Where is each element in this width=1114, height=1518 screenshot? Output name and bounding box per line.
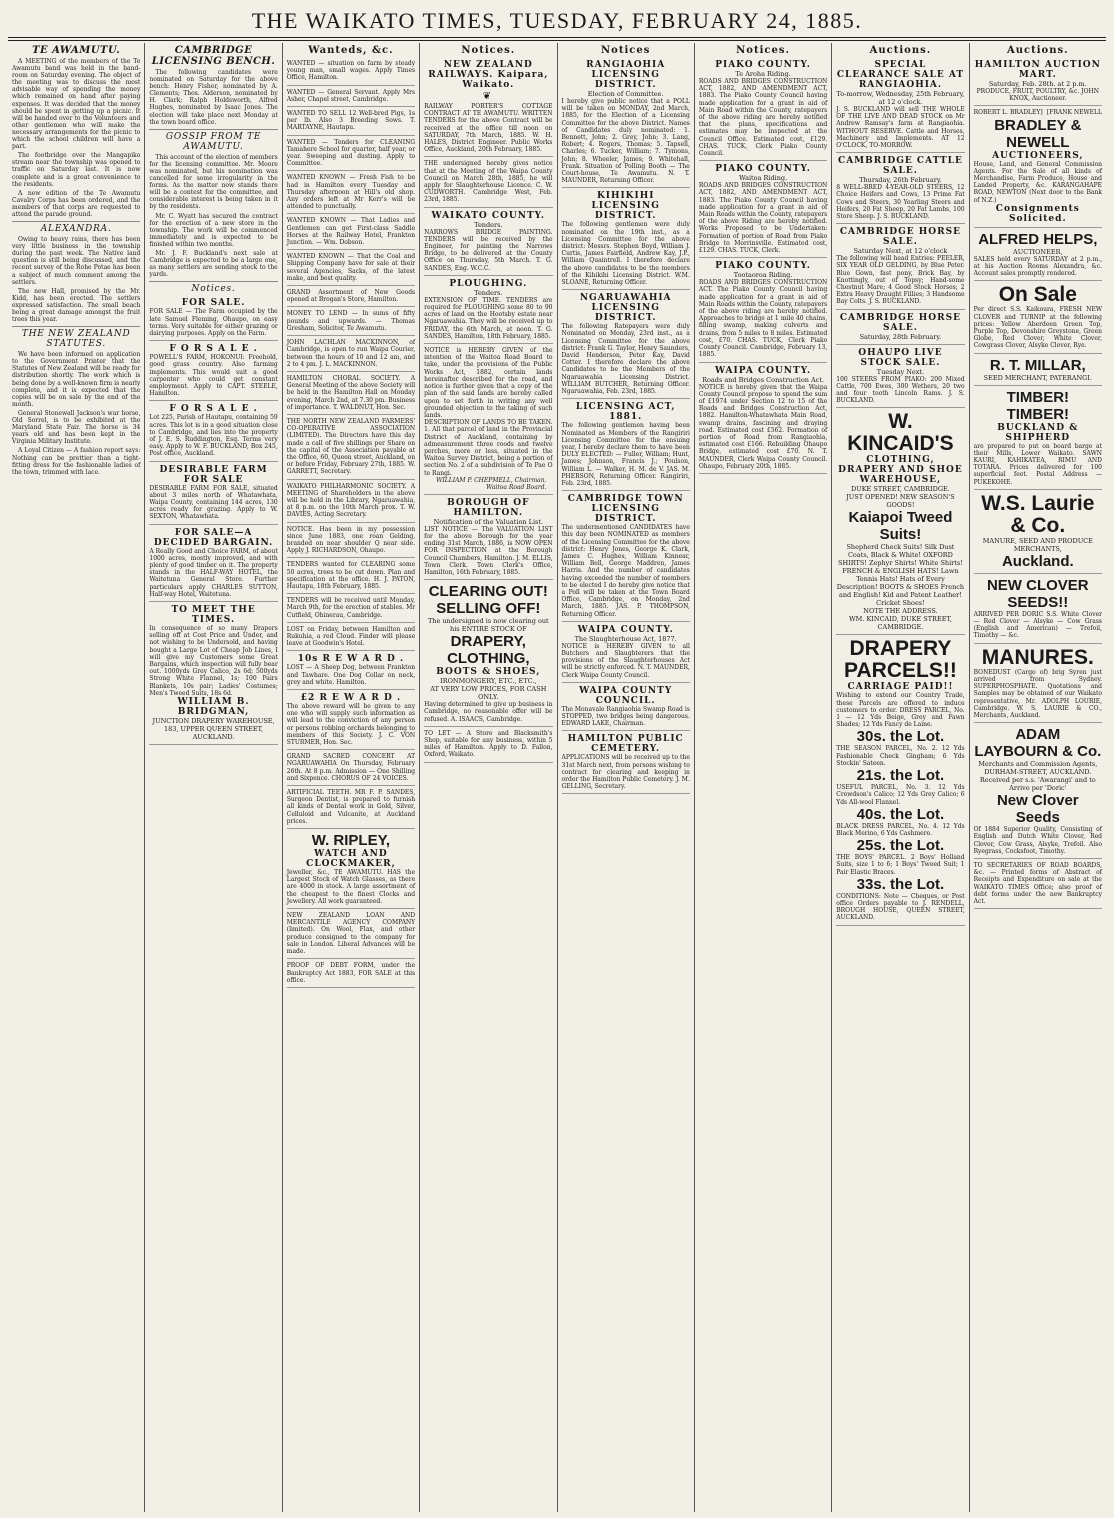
ad-body: PROOF OF DEBT FORM, under the Bankruptcy Act 1883, FOR SALE at this office. bbox=[286, 962, 416, 984]
ad-subtitle: AUCTIONEERS, bbox=[992, 150, 1084, 161]
advertisement bbox=[149, 296, 277, 341]
ad-title: F O R S A L E . bbox=[169, 344, 258, 355]
ad-body: The Monavale Rangiaohia Swamp Road is STOPPED, two bridges being dangerous. EDWARD LAKE, Chairman. bbox=[561, 705, 690, 728]
ad-body: ROADS AND BRIDGES CONSTRUCTION ACT. The Piako County Council having made application for a grant in aid of Main Roads within the County, ratepayers of the above riding are hereby notified. Approaches to bridge at 1 mile 40 chains, filling swamp, making culverts and drains, from 5 miles to 8 miles. Estimated cost, £70. CHAS. TUCK, Clerk Piako County Council. Cambridge, February 13, 1885. bbox=[698, 279, 828, 359]
article-paragraph: This account of the election of members for the licensing committee. Mr. Moore was nominated, but his nomination was cancelled for some irregularity in the forms. As the matter now stands there will be a contest for the committee, and considerable interest is being taken in it by the residents. bbox=[149, 153, 278, 211]
advertisement bbox=[149, 526, 277, 602]
cemetery-notice bbox=[562, 732, 690, 794]
wanted-ad bbox=[287, 108, 415, 136]
seed-sale-ad bbox=[974, 282, 1102, 353]
ad-line: Received per s.s. 'Awarangi' and to Arrive per 'Doric' bbox=[979, 776, 1096, 793]
ad-subtitle: SEED MERCHANT, PATERANGI. bbox=[983, 373, 1092, 382]
ad-body: Of 1884 Superior Quality, Consisting of English and Dutch White Clover, Red Clover, Cow Grass, Alsyke, Trefoil. Also Ryegrass, Cocksfoot, Timothy. bbox=[973, 826, 1102, 855]
ad-subtitle: JUNCTION DRAPERY WAREHOUSE, bbox=[152, 717, 275, 726]
railway-crest-icon: ❦ bbox=[482, 91, 494, 102]
ad-title: ADAM LAYBOURN & Co. bbox=[974, 726, 1102, 761]
ad-subtitle: The Slaughterhouse Act, 1877. bbox=[574, 634, 677, 643]
ad-body: THE SEASON PARCEL, No. 2. 12 Yds Fashionable Check Gingham; 6 Yds Stockin' Sateen. bbox=[836, 745, 965, 767]
parcel-price: 40s. the Lot. bbox=[856, 805, 945, 823]
ad-body: LOST on Friday, between Hamilton and Rukuhia, a red Cloud. Finder will please leave at Goodwin's Hotel. bbox=[286, 625, 416, 648]
ad-body: NOTICE is HEREBY GIVEN to all Butchers and Slaughterers that the provisions of the Slaughterhouses Act will be strictly enforced. N. T. MAUNDER, Clerk Waipa County Council. bbox=[561, 642, 690, 679]
secretaries-notice bbox=[974, 860, 1102, 909]
proof-of-debt-ad bbox=[287, 960, 415, 988]
column-heading: Notices. bbox=[736, 45, 790, 56]
ad-subtitle: Thursday, 26th February. bbox=[859, 176, 942, 185]
column-heading: TE AWAMUTU. bbox=[32, 45, 121, 56]
ad-title: CAMBRIDGE HORSE SALE. bbox=[839, 227, 961, 248]
ad-subtitle: Tenders. bbox=[474, 288, 503, 297]
wanted-ad bbox=[287, 251, 415, 286]
ad-body: THE NORTH NEW ZEALAND FARMERS' CO-OPERATIVE ASSOCIATION (LIMITED). The Directors have this day made a call of five shillings per Share on the capital of the Association payable at the Office, 60, Queen street, Auckland, on or before Friday, February 27th, 1885. W. GARRETT, Secretary. bbox=[286, 417, 416, 476]
ad-body: MONEY TO LEND — In sums of fifty pounds and upwards. — Thomas Gresham, Solicitor, Te Awamutu. bbox=[286, 310, 416, 332]
column-heading: Notices. bbox=[461, 45, 516, 56]
advertisement bbox=[149, 402, 277, 461]
wanted-ad bbox=[287, 481, 415, 523]
wanted-ad bbox=[287, 308, 415, 336]
column-2 bbox=[145, 43, 282, 1512]
ad-body: WAIKATO PHILHARMONIC SOCIETY. A MEETING of Shareholders in the above will be held in the Library, Ngaruawahia, at 8 p.m. on the 10th March prox. T. W. DAVIES, Acting Secretary. bbox=[286, 482, 416, 519]
ad-body: POWELL'S FARM, HOKONUI: Freehold, good grass country. Also farming implements. This would suit a good carpenter who could get constant employment. Apply to CAPT. STEELE, Hamilton. bbox=[149, 354, 278, 398]
ad-subtitle: Waitoa Riding. bbox=[738, 174, 788, 183]
advertisement bbox=[149, 463, 277, 525]
ad-subtitle: CLOTHING, DRAPERY AND SHOE WAREHOUSE, bbox=[838, 455, 963, 486]
columns bbox=[8, 43, 1106, 1512]
ad-announcement: JUST OPENED! NEW SEASON'S GOODS! bbox=[846, 493, 955, 510]
ad-title: TO MEET THE TIMES. bbox=[171, 605, 256, 626]
ad-body: The following will head Entries: PEELER, SIX YEAR OLD GELDING, by Blue Peter. Blue Gown, fast pony, Brick Bay, by Knottingly, out of Topsy; Hand-some Chestnut Mare; 4 Good Stock Horses; 2 Extra Heavy Draught Fillies; 3 Handsome Bay Colts. J. S. BUCKLAND. bbox=[836, 255, 965, 306]
ad-body: The following gentlemen were duly nominated on the 19th inst., as a Licensing Committee for the above district: Messrs. Stephen Boyd, William J. Curtis, James Fairfield, Andrew Kay, J.P., William Quaintrell. I therefore declare the above candidates to be the members of the Kihikihi Licensing District. W.M. SLOANE, Returning Officer. bbox=[561, 221, 690, 287]
column-heading: Notices bbox=[601, 45, 651, 56]
reward-ad bbox=[287, 652, 415, 690]
ad-title: PIAKO COUNTY. bbox=[715, 164, 811, 175]
ad-subtitle: Notification of the Valuation List. bbox=[433, 517, 544, 526]
article-paragraph: The following candidates were nominated on Saturday for the above bench: Henry Fisher, nominated by A. Clements; Thos. Alderson, nominated by H. Clark; Ralph Holdsworth, Alfred Hughes, nominated by Isaac Jones. The election will take place next Monday at the town board office. bbox=[149, 69, 278, 126]
ad-body: USEFUL PARCEL, No. 3. 12 Yds Crewdson's Calico; 12 Yds Grey Calico; 6 Yds All-wool Flannel. bbox=[836, 784, 965, 806]
ad-subtitle: Merchants and Commission Agents, DURHAM-STREET, AUCKLAND. bbox=[978, 760, 1098, 777]
ad-body: WANTED — situation on farm by steady young man, small wages. Apply Times Office, Hamilton. bbox=[286, 60, 416, 82]
ad-body: TO SECRETARIES OF ROAD BOARDS, &c. — Printed forms of Abstract of Receipts and Expenditure on sale at the WAIKATO TIMES Office; also proof of debt forms under the new Bankruptcy Act. bbox=[973, 861, 1102, 905]
ad-body: THE BOYS' PARCEL. 2 Boys' Holland Suits, size 1 to 6; 1 Boys' Tweed Suit; 1 Pair Elastic Braces. bbox=[836, 854, 965, 876]
wanted-ad bbox=[287, 215, 415, 250]
drapery-parcels-ad bbox=[836, 636, 964, 925]
ad-body: HAMILTON CHORAL SOCIETY. A General Meeting of the above Society will be held in the Hamilton Hall on Monday evening, March 2nd, at 7.30 pm. Business of importance. T. WALDNUT, Hon. Sec. bbox=[286, 374, 416, 411]
ad-body: TO LET — A Store and Blacksmith's Shop, suitable for any business, within 5 miles of Hamilton. Apply to D. Fallon, Oxford, Waikato. bbox=[424, 729, 553, 759]
column-heading: Wanteds, &c. bbox=[308, 45, 394, 56]
ad-body: J. S. BUCKLAND will sell THE WHOLE OF THE LIVE AND DEAD STOCK on Mr Andrew Ramsay's farm at Rangiaohia. WITHOUT RESERVE. Cattle and Horses, Machinery and Implements. AT 12 O'CLOCK, TO-MORROW. bbox=[836, 106, 965, 150]
ad-title: FOR SALE—A DECIDED BARGAIN. bbox=[153, 527, 274, 548]
ad-body: APPLICATIONS will be received up to the 31st March next, from persons wishing to contract for clearing and keeping in order the Hamilton Public Cemetery. J. M. GELLING, Secretary. bbox=[561, 754, 690, 791]
reward-ad bbox=[287, 691, 415, 750]
article-paragraph: Mr. J. F. Buckland's next sale at Cambridge is expected to be a large one, as many settlers are sending stock to the yards. bbox=[149, 249, 278, 279]
ad-body: The undersigned is now clearing out his ENTIRE STOCK OF bbox=[427, 617, 549, 634]
section-heading: GOSSIP FROM TE AWAMUTU. bbox=[149, 129, 277, 152]
ad-signature: WILLIAM P. CHEPMELL, Chairman. Waitoa Road Board. bbox=[436, 476, 547, 491]
ad-address: DUKE STREET, CAMBRIDGE. bbox=[851, 485, 950, 494]
licensing-notice bbox=[562, 291, 690, 399]
ad-body: The following gentlemen having been Nominated as Members of the Rangiriri Licensing Committee for the ensuing year, I hereby declare them to have been DULY ELECTED: — Fuller, William; Hunt, James; Johnson, Francis J.; Poulson, William L. — Walker, H. M. de V. JAS. M. PHERSON, Returning Officer. Rangiriri, Feb. 23rd, 1885. bbox=[561, 422, 690, 487]
ad-title: F O R S A L E . bbox=[169, 404, 258, 415]
manures-ad bbox=[974, 645, 1102, 723]
ad-body: Jeweller, &c., TE AWAMUTU. HAS the Largest Stock of Watch Glasses, as there are 4000 in stock. A large assortment of the cheapest to the finest Clocks and Jewellery. All work guaranteed. bbox=[286, 869, 416, 905]
ad-title: WAIPA COUNTY COUNCIL. bbox=[579, 685, 673, 706]
advertisement bbox=[149, 603, 277, 745]
ad-body: DESCRIPTION OF LANDS TO BE TAKEN. 1. All that parcel of land in the Provincial District of Auckland, containing by admeasurement three roods and twelve perches, more or less, situated in the Waitoa Survey District, being a portion of section No. 2 of a subdivision of Te Pae O te Rangi. bbox=[424, 419, 553, 477]
partner-right: [FRANK NEWELL bbox=[1046, 109, 1102, 117]
laurie-ad bbox=[974, 491, 1102, 574]
article-paragraph: A MEETING of the members of the Te Awamutu band was held in the band-room on Saturday evening. The object of the meeting was to discuss the most advisable way of spending the money which remained on hand after paying expenses. It was decided that the money should be spent in getting up a picnic. It will be handed over to the Volunteers and other gentlemen who will make the necessary arrangements for the picnic to which the school children will have a part. bbox=[12, 58, 141, 151]
ad-title: RANGIAOHIA LICENSING DISTRICT. bbox=[586, 60, 666, 90]
ad-body: 8 WELL-BRED 4-YEAR-OLD STEERS, 12 Choice Heifers and Cows, 13 Prime Fat Cows and Steers, 30 Yearling Steers and Heifers, 20 Fat Sheep, 20 Fat Lambs, 100 Store Sheep. J. S. BUCKLAND. bbox=[836, 184, 965, 221]
ad-body: House, Land, and General Commission Agents. For the Sale of all kinds of Merchandise, Farm Produce, House and Landed Property, &c. KARANGAHAPE ROAD, NEWTON (Next door to the Bank of N.Z.) bbox=[973, 160, 1102, 204]
ad-title-2: SELLING OFF! bbox=[436, 600, 541, 618]
column-1 bbox=[8, 43, 145, 1512]
wanted-ad bbox=[287, 524, 415, 559]
ad-body: LIST NOTICE — The VALUATION LIST for the above Borough for the year ending 31st March, 1886, is NOW OPEN FOR INSPECTION at the Borough Council Chambers, Hamilton. J. M. ELLIS, Town Clerk. Town Clerk's Office, Hamilton, 16th February, 1885. bbox=[424, 525, 553, 576]
millar-ad bbox=[974, 355, 1102, 386]
ad-body: JOHN LACHLAN MACKINNON, of Cambridge, is open to run Waipa Courier, between the hours of 10 and 12 am, and 2 to 4 pm. J. L. MACKINNON. bbox=[286, 339, 416, 368]
railway-notice bbox=[424, 58, 552, 157]
column-4 bbox=[420, 43, 557, 1512]
ad-title: DRAPERY PARCELS!! bbox=[844, 637, 957, 683]
article-paragraph: We have been informed on application to the Government Printer that the Statutes of New Zealand will be ready for distribution shortly. The work which is being done by a well-known firm is nearly complete, and it is expected that the copies will be on sale by the end of the month. bbox=[12, 351, 141, 408]
section-heading: ALEXANDRA. bbox=[12, 221, 140, 234]
ad-body: In consequence of so many Drapers selling off at Cost Price and Under, and not wishing to be Undersold, and having bought a Large Lot of Cheap Job Lines, I will give my Customers some Great Bargains, which inspection will fully bear out. 1000yds Grey Calico, 2s 6d; 500yds Strong White Flannel, 1s; 100 Pairs Blankets, 10s pair; Ladies' Costumes; Men's Tweed Suits, 18s 6d. bbox=[149, 625, 278, 697]
alfred-helps-ad bbox=[974, 229, 1102, 282]
ad-subtitle: WATCH AND CLOCKMAKER, bbox=[306, 849, 396, 870]
column-8 bbox=[970, 43, 1106, 1512]
ad-subtitle: Te Aroha Riding. bbox=[735, 70, 791, 78]
ad-subtitle: To-morrow, Wednesday, 25th February, at 12 o'clock. bbox=[836, 90, 965, 106]
ad-title: CLEARING OUT! bbox=[428, 583, 548, 601]
county-notice bbox=[562, 684, 690, 732]
wanted-ad bbox=[287, 137, 415, 172]
article-paragraph: A Loyal Citizen — A fashion report says: Nothing can be prettier than a tight-fitting dress for the fashionable ladies of the town, trimmed with lace. bbox=[12, 447, 141, 476]
valuation-notice bbox=[424, 496, 552, 580]
column-5 bbox=[558, 43, 695, 1512]
ad-body: LOST — A Sheep Dog, between Frankton and Tawhare. One Dog Collar on neck, grey and white. Hamilton. bbox=[286, 664, 416, 686]
wanted-ad bbox=[287, 58, 415, 86]
ad-title: BOROUGH OF HAMILTON. bbox=[447, 497, 530, 518]
licensing-notice bbox=[562, 400, 690, 491]
ad-title: FOR SALE. bbox=[181, 298, 246, 309]
ad-subtitle-3: AT VERY LOW PRICES, FOR CASH ONLY. bbox=[430, 685, 547, 702]
ad-body: SALES held every SATURDAY at 2 p.m., at his Auction Rooms Alexandra, &c. Account sales promptly rendered. bbox=[973, 255, 1102, 278]
slaughterhouse-notice bbox=[424, 158, 552, 207]
county-notice bbox=[699, 364, 827, 474]
ad-title: R. T. MILLAR, bbox=[989, 356, 1086, 374]
wanted-ad bbox=[287, 172, 415, 214]
ad-signature: WM. KINCAID, DUKE STREET, CAMBRIDGE. bbox=[848, 615, 952, 632]
wanted-ad bbox=[287, 87, 415, 107]
ad-body: TENDERS will be received until Monday, March 9th, for the erection of stables. Mr Cutfield, Ohinerau, Cambridge. bbox=[286, 597, 416, 619]
ad-subtitle-2: IRONMONGERY, ETC., ETC., bbox=[440, 677, 537, 686]
clover-seeds-ad bbox=[974, 575, 1102, 644]
loan-agency-ad bbox=[287, 910, 415, 959]
article-paragraph: Owing to heavy rains, there has been very little business in the township during the past week. The Native land question is still being discussed, and the recent survey of the Rohe Potae has been a subject of much comment among the settlers. bbox=[12, 236, 141, 286]
ad-body: BLACK DRESS PARCEL, No. 4. 12 Yds Black Merino, 6 Yds Cashmere. bbox=[836, 822, 965, 837]
ad-subtitle: Election of Committee. bbox=[587, 90, 664, 98]
ad-body: PRODUCE, FRUIT, POULTRY, &c. JOHN KNOX, Auctioneer. bbox=[976, 88, 1099, 103]
advertisement bbox=[149, 342, 277, 401]
ad-body: NARROWS BRIDGE PAINTING. TENDERS will be received by the Engineer, for painting the Narrows Bridge, to be delivered at the County Office on Thursday, 5th March. T. G. SANDES, Eng. W.C.C. bbox=[424, 228, 553, 272]
ad-subtitle: Tuesday Next. bbox=[876, 367, 925, 376]
ad-subtitle: Tootaoroa Riding. bbox=[733, 271, 793, 280]
county-notice bbox=[699, 259, 827, 362]
ad-title: SPECIAL CLEARANCE SALE AT RANGIAOHIA. bbox=[836, 60, 965, 90]
ad-title: £2 R E W A R D . bbox=[300, 693, 402, 704]
ad-note: NOTE THE ADDRESS. bbox=[863, 607, 938, 616]
ad-title: PIAKO COUNTY. bbox=[715, 60, 811, 70]
article-paragraph: Mr. C. Wyatt has secured the contract for the erection of a new store in the township. The work will be commenced immediately and is expected to be finished within two months. bbox=[149, 212, 278, 248]
wanted-ad bbox=[287, 559, 415, 594]
ad-title: WAIPA COUNTY. bbox=[714, 365, 812, 376]
ad-subtitle: Saturday, Feb. 28th. at 2 p.m. bbox=[988, 80, 1087, 88]
parcel-price: 33s. the Lot. bbox=[856, 875, 945, 893]
masthead: THE WAIKATO TIMES, TUESDAY, FEBRUARY 24, 1885. bbox=[251, 8, 863, 33]
ad-body: I hereby give public notice that a POLL will be taken on MONDAY, 2nd March, 1885, for the Election of a Licensing Committee for the above District. Names of Candidates duly nominated: 1. Bennett, John; 2. Grey, John; 3. Lang, Robert; 4. Rogers, Thomas; 5. Tapsell, Charles; 6. Tucker, William; 7. Tymons, John; 8. Wheeler, James; 9. Whitehall, Frank. Situation of Polling Booth — The Court-house, Te Awamutu. N. T. MAUNDER, Returning Officer. bbox=[561, 98, 690, 185]
ad-title: W. KINCAID'S bbox=[847, 410, 954, 456]
ad-body: The following Ratepayers were duly Nominated on Monday, 23rd inst., as a Licensing Committee for the above district: Frank G. Taylor, Henry Saunders, David Henderson, Peter Kay, David Cotter. I therefore declare the above Candidates to be the Members of the Ngaruawahia Licensing District. WILLIAM BUTCHER, Returning Officer. Ngaruawahia, Feb. 23rd, 1885. bbox=[561, 323, 690, 396]
ad-highlight: DRAPERY, CLOTHING, bbox=[447, 633, 530, 668]
ad-body: The above reward will be given to any one who will supply such information as will lead to the conviction of any person or persons robbing orchards belonging to members of this Society. J. C. VON STURMER, Hon. Sec. bbox=[286, 703, 416, 747]
wanted-ad bbox=[287, 416, 415, 480]
ad-title: 10s R E W A R D . bbox=[297, 654, 405, 665]
section-heading: THE NEW ZEALAND STATUTES. bbox=[12, 326, 140, 349]
clearing-sale-ad bbox=[424, 581, 552, 727]
wanted-ad bbox=[287, 373, 415, 415]
column-3 bbox=[283, 43, 420, 1512]
parcel-price: 30s. the Lot. bbox=[856, 728, 945, 746]
ad-title: BRADLEY & NEWELL bbox=[994, 116, 1082, 151]
ad-subtitle: Roads and Bridges Construction Act. bbox=[702, 375, 825, 384]
ad-subtitle: Saturday Next, at 12 o'clock bbox=[853, 247, 948, 256]
column-heading: CAMBRIDGE LICENSING BENCH. bbox=[151, 45, 276, 67]
auction-ad bbox=[836, 225, 964, 309]
ad-body: Per direct S.S. Kaikoura, FRESH NEW CLOVER and TURNIP at the following prices: Yellow Aberdeen Green Top, Purple Top, Devonshire Greystone, Green Globe, Red Clover, White Clover, Cowgrass Clover, Alsyke Clover, Rye. bbox=[973, 306, 1102, 350]
ad-highlight: Kaiapoi Tweed Suits! bbox=[848, 509, 953, 544]
ad-body: are prepared to put on board barge at their Mills, Lower Waikato. SAWN KAURI, KAHIKATEA, RIMU AND TOTARA. Prices delivered for 100 superficial feet. Postal Address — PUKEKOHE. bbox=[973, 442, 1102, 486]
ad-title: KIHIKIHI LICENSING DISTRICT. bbox=[591, 191, 660, 222]
ad-highlight: New Clover Seeds bbox=[996, 792, 1079, 827]
dentist-ad bbox=[287, 787, 415, 829]
ad-body: DESIRABLE FARM FOR SALE, situated about 3 miles north of Whatawhata, Waipa County, containing 144 acres, 130 acres ready for grazing. Apply to W. SEXTON, Whatawhata. bbox=[149, 484, 278, 521]
ad-title: CAMBRIDGE CATTLE SALE. bbox=[838, 156, 963, 177]
ad-title: WAIPA COUNTY. bbox=[577, 624, 674, 635]
column-heading: Auctions. bbox=[869, 45, 932, 56]
article-paragraph: The new Hall, promised by the Mr. Kidd, has been erected. The settlers expressed satisfaction. The small beach being a great damage amongst the fruit trees this year. bbox=[12, 287, 141, 324]
ad-title: ALFRED HELPS, bbox=[978, 230, 1098, 248]
ad-title: CAMBRIDGE TOWN LICENSING DISTRICT. bbox=[567, 494, 684, 525]
masthead-rule bbox=[8, 37, 1106, 38]
county-notice bbox=[562, 623, 690, 683]
ad-title: HAMILTON PUBLIC CEMETERY. bbox=[567, 734, 684, 755]
ad-body: BONEDUST (Cargo of) brig Syren just arrived from Sydney. SUPERPHOSPHATE. Quotations and Samples may be obtained of our Waikato representative, Mr. ADOLPH LOURIE, Cambridge. W. S. LAURIE & CO., Merchants, Auckland. bbox=[973, 668, 1102, 719]
ad-title: HAMILTON AUCTION MART. bbox=[974, 60, 1101, 80]
ad-subtitle: CARRIAGE PAID!! bbox=[847, 682, 954, 693]
licensing-notice bbox=[562, 58, 690, 188]
laybourn-ad bbox=[974, 724, 1102, 859]
ploughing-tender bbox=[424, 277, 552, 344]
ad-body: A Really Good and Choice FARM, of about 1000 acres, mostly improved, and with plenty of good timber on it. The property stands in the HALF-WAY HOTEL, the Waitetuna General Store. Further particulars apply CHARLES SUTTON, Half-way Hotel, Waitetuna. bbox=[149, 547, 278, 598]
ad-subtitle: AUCTIONEER, bbox=[1013, 247, 1063, 256]
auction-mart-ad bbox=[974, 58, 1102, 106]
ad-title: W.S. Laurie & Co. bbox=[981, 491, 1095, 537]
parcel-price: 25s. the Lot. bbox=[856, 837, 945, 855]
column-7 bbox=[832, 43, 969, 1512]
county-tender bbox=[424, 209, 552, 276]
column-heading: Auctions. bbox=[1007, 45, 1069, 56]
ad-body: Having determined to give up business in Cambridge, no reasonable offer will be refused. A. ISAACS, Cambridge. bbox=[424, 701, 553, 723]
licensing-notice bbox=[562, 189, 690, 290]
ad-body: ROADS AND BRIDGES CONSTRUCTION ACT, 1882, AND AMENDMENT ACT, 1883. The Piako County Council having made application for a grant in aid of Main Roads within the County, ratepayers of the above Riding are hereby notified. Works Proposed to be Undertaken: Formation of portion of Road from Piako Bridge to Morrinsville. Estimated cost, £129. CHAS. TUCK, Clerk. bbox=[698, 182, 828, 255]
ad-title: WAIKATO COUNTY. bbox=[431, 210, 546, 221]
ad-title: On Sale bbox=[998, 283, 1077, 307]
ad-body: WANTED — Tenders for CLEANING Tamahere School for quarter, half year, or year. Sweeping and dusting. Apply to Committee. bbox=[286, 138, 416, 168]
road-board-notice bbox=[424, 345, 552, 495]
ad-body: WANTED KNOWN — That Ladies and Gentlemen can get First-class Saddle Horses at the Railway Hotel, Frankton Junction. — Wm. Dobson. bbox=[286, 217, 416, 247]
ad-subtitle: MANURE, SEED AND PRODUCE MERCHANTS, bbox=[982, 536, 1093, 553]
licensing-notice bbox=[562, 492, 690, 622]
ad-body: NOTICE is HEREBY GIVEN of the intention of the Waitoa Road Board to take, under the provisions of the Public Works Act, 1882, certain lands hereinafter described for the road, and notice is further given that a copy of the plan of the said lands are hereby called upon to set forth in writing any well grounded objection to the taking of such lands. bbox=[424, 347, 553, 419]
section-heading: Notices. bbox=[149, 281, 277, 294]
concert-ad bbox=[287, 751, 415, 786]
partner-left: ROBERT L. BRADLEY] bbox=[973, 109, 1043, 117]
masthead-rule-2 bbox=[8, 40, 1106, 41]
ad-conditions: CONDITIONS: Note — Cheques, or Post office Orders payable to J. RENDELL, BROUGH HOUSE, QUEEN STREET, AUCKLAND. bbox=[836, 892, 965, 922]
ad-body: THE undersigned hereby gives notice that at the Meeting of the Waipa County Council on March 28th, 1885, he will apply for Slaughterhouse Licence. C. W. CUDWORTH. Cambridge West, Feb. 23rd, 1885. bbox=[424, 160, 553, 204]
county-notice bbox=[699, 58, 827, 161]
ad-subtitle: BOOTS & SHOES, bbox=[436, 667, 541, 678]
parcel-price: 21s. the Lot. bbox=[856, 767, 945, 785]
to-let-ad bbox=[424, 728, 552, 763]
auction-ad bbox=[836, 58, 964, 153]
auction-ad bbox=[836, 346, 964, 409]
county-notice bbox=[699, 162, 827, 258]
ad-title: W. RIPLEY, bbox=[311, 832, 391, 850]
article-paragraph: General Stonewall Jackson's war horse, Old Sorrel, is to be exhibited at the Maryland State Fair. The horse is 34 years old and has been kept in the Virginia Military Institute. bbox=[12, 409, 141, 446]
ad-title: NEW ZEALAND RAILWAYS. Kaipara, Waikato. bbox=[428, 60, 549, 90]
ad-title: CAMBRIDGE HORSE SALE. bbox=[839, 312, 961, 333]
ad-body: ROADS AND BRIDGES CONSTRUCTION ACT, 1882, AND AMENDMENT ACT, 1883. The Piako County Council having made application for a grant in aid of Main Road within the County, ratepayers of the above riding are hereby notified that the plans, specifications and estimates may be inspected at the Council Office. Estimated cost, £129. CHAS. TUCK, Clerk Piako County Council. bbox=[698, 78, 828, 158]
auction-ad bbox=[836, 311, 964, 345]
ad-subtitle: Tenders. bbox=[474, 220, 503, 229]
ad-title: DESIRABLE FARM FOR SALE bbox=[159, 464, 268, 485]
ad-body: EXTENSION OF TIME. TENDERS are required for PLOUGHING some 80 to 90 acres of land on the Hootsby estate near Ngaruawahia. They will be received up to FRIDAY, the 6th March, at noon. T. G. SANDES, Hamilton, 18th February, 1885. bbox=[424, 296, 553, 340]
ad-body: ARRIVED PER DORIC S.S. White Clover — Red Clover — Alsyke — Cow Grass (English and American) — Trefoil, Timothy — &c. bbox=[973, 610, 1102, 640]
ad-body: Lot 225, Parish of Hautapu, containing 59 acres. This lot is in a good situation close to Cambridge, and lies into the property of J. E. S. Ruddington, Esq. Terms very easy. Apply to W. F. BUCKLAND, Box 245, Post office, Auckland. bbox=[149, 414, 278, 458]
wanted-ad bbox=[287, 337, 415, 372]
ad-title: NEW CLOVER SEEDS!! bbox=[986, 576, 1089, 611]
ad-highlight: Consignments Solicited. bbox=[995, 203, 1080, 224]
ad-body: The undermentioned CANDIDATES have this day been NOMINATED as members of the Licensing Committee for the above district: Henry Jones, George K. Clark, James C. Hughes, William Kinnear, William Bell, George Maddren, James Harris. And the number of candidates having exceeded the number of members to be elected I do hereby give notice that a Poll will be taken at the Town Board Office, Cambridge, on Monday, 2nd March, 1885. JAS. P. THOMPSON, Returning Officer. bbox=[561, 524, 690, 618]
ad-body: FOR SALE — The Farm occupied by the late Samuel Fleming, Ohaupo, on easy terms. Very suitable for either grazing or dairying purposes. Apply on the Farm. bbox=[149, 308, 278, 337]
ad-body: WANTED KNOWN — That the Coal and Shipping Company have for sale at their several Agencies, Sacks, of the latest make, and best quality. bbox=[286, 253, 416, 282]
ad-title: MANURES. bbox=[981, 645, 1094, 669]
ad-body: WANTED — General Servant. Apply Mrs Asher, Chapel street, Cambridge. bbox=[286, 88, 416, 103]
kincaid-ad bbox=[836, 409, 964, 635]
article-paragraph: A new edition of the Te Awamutu Cavalry Corps has been ordered, and the members of that corps are requested to attend the parade ground. bbox=[12, 189, 141, 218]
ad-body: TENDERS wanted for CLEARING some 50 acres, trees to be cut down. Plan and specification at the office. H. J. PATON, Hautapu, 18th February, 1885. bbox=[286, 561, 416, 590]
bradley-newell-ad bbox=[974, 107, 1102, 227]
watchmaker-ad bbox=[287, 830, 415, 909]
ad-subtitle: Saturday, 28th February. bbox=[859, 332, 942, 341]
ad-body: WANTED TO SELL 12 Well-bred Pigs, 1s per lb. Also 3 Breeding Sows. T. MARTAYNE, Hautapu. bbox=[286, 110, 416, 132]
article-paragraph: The footbridge over the Mangapiko stream near the township was opened to traffic on Saturday last. It is now complete and is a great convenience to the residents. bbox=[12, 152, 141, 188]
ad-title: NGARUAWAHIA LICENSING DISTRICT. bbox=[579, 293, 672, 324]
ad-title: LICENSING ACT, 1881. bbox=[575, 402, 676, 423]
timber-ad bbox=[974, 387, 1102, 490]
ad-list: Shepherd Check Suits! Silk Dust Coats, Black & White! OXFORD SHIRTS! Zephyr Shirts! White Shirts! FRENCH & ENGLISH HATS! Lawn Tennis Hats! Hats of Every Description! BOOTS & SHOES French and English! Kid and Patent Leather! Cricket Shoes! bbox=[836, 543, 965, 608]
ad-body: NOTICE. Has been in my possession since June 1883, one roan Gelding, branded on near shoulder Q near side. Apply J. RICHARDSON, Ohaupo. bbox=[286, 525, 416, 555]
ad-body: ARTIFICIAL TEETH. MR F. P. SANDES, Surgeon Dentist, is prepared to furnish all kinds of Dental work in Gold, Silver, Celluloid and Vulcanite, at Auckland prices. bbox=[286, 789, 416, 825]
ad-body: GRAND Assortment of New Goods opened at Brogan's Store, Hamilton. bbox=[286, 289, 416, 304]
ad-title: TIMBER! TIMBER! bbox=[1006, 388, 1070, 423]
ad-body: Wishing to extend our Country Trade, these Parcels are offered to induce customers to order. DRESS PARCEL, No. 1 — 12 Yds Beige, Grey and Fawn Shades; 12 Yds Fancy de Laine. bbox=[836, 692, 965, 729]
ad-title: PLOUGHING. bbox=[449, 278, 528, 289]
column-6 bbox=[695, 43, 832, 1512]
ad-body: NEW ZEALAND LOAN AND MERCANTILE AGENCY COMPANY (limited). On Wool, Flax, and other produce consigned to the company for sale in London. Liberal Advances will be made. bbox=[286, 912, 416, 956]
ad-title: OHAUPO LIVE STOCK SALE. bbox=[858, 347, 943, 368]
ad-body: NOTICE is hereby given that the Waipa County Council propose to spend the sum of £1974 under Section 12 to 15 of the Roads and Bridges Construction Act, 1882. Hamilton-Whatawhata Main Road, swamp drains, fascining and draying road. Estimated cost £562. Formation of portion of Road from Rangiaohia, estimated cost £166. Rebuilding Ohaupo Bridge, estimated cost £70. N. T. MAUNDER, Clerk Waipa County Council. Ohaupo, February 20th, 1885. bbox=[698, 383, 828, 470]
ad-title: PIAKO COUNTY. bbox=[715, 261, 811, 272]
wanted-ad bbox=[287, 595, 415, 623]
ad-body: RAILWAY PORTER'S COTTAGE CONTRACT AT TE AWAMUTU. WRITTEN TENDERS for the above Contract will be received at the office till noon on SATURDAY, 7th March, 1885. W. H. HALES, District Engineer. Public Works Office, Auckland, 20th February, 1885. bbox=[424, 103, 553, 154]
ad-body: WANTED KNOWN — Fresh Fish to be had in Hamilton every Tuesday and Thursday afternoon at Hill's old shop. Any orders left at Mr Kerr's will be attended to punctually. bbox=[286, 174, 416, 211]
auction-ad bbox=[836, 154, 964, 224]
wanted-ad bbox=[287, 624, 415, 652]
ad-body: 100 STEERS FROM PIAKO: 200 Mixed Cattle, 700 Ewes, 300 Wethers, 20 two and four tooth Lincoln Rams. J. S. BUCKLAND. bbox=[836, 375, 965, 405]
ad-subtitle: BUCKLAND & SHIPHERD bbox=[997, 422, 1079, 443]
ad-signature: WILLIAM B. BRIDGMAN, bbox=[177, 697, 250, 718]
ad-city: Auckland. bbox=[1001, 552, 1074, 570]
wanted-ad bbox=[287, 287, 415, 307]
ad-body: GRAND SACRED CONCERT AT NGARUAWAHIA On Thursday, February 26th. At 8 p.m. Admission — One Shilling and Sixpence. CHORUS OF 24 VOICES. bbox=[286, 753, 416, 782]
partner-names bbox=[974, 109, 1102, 116]
ad-address: 183, UPPER QUEEN STREET, AUCKLAND. bbox=[163, 725, 264, 742]
